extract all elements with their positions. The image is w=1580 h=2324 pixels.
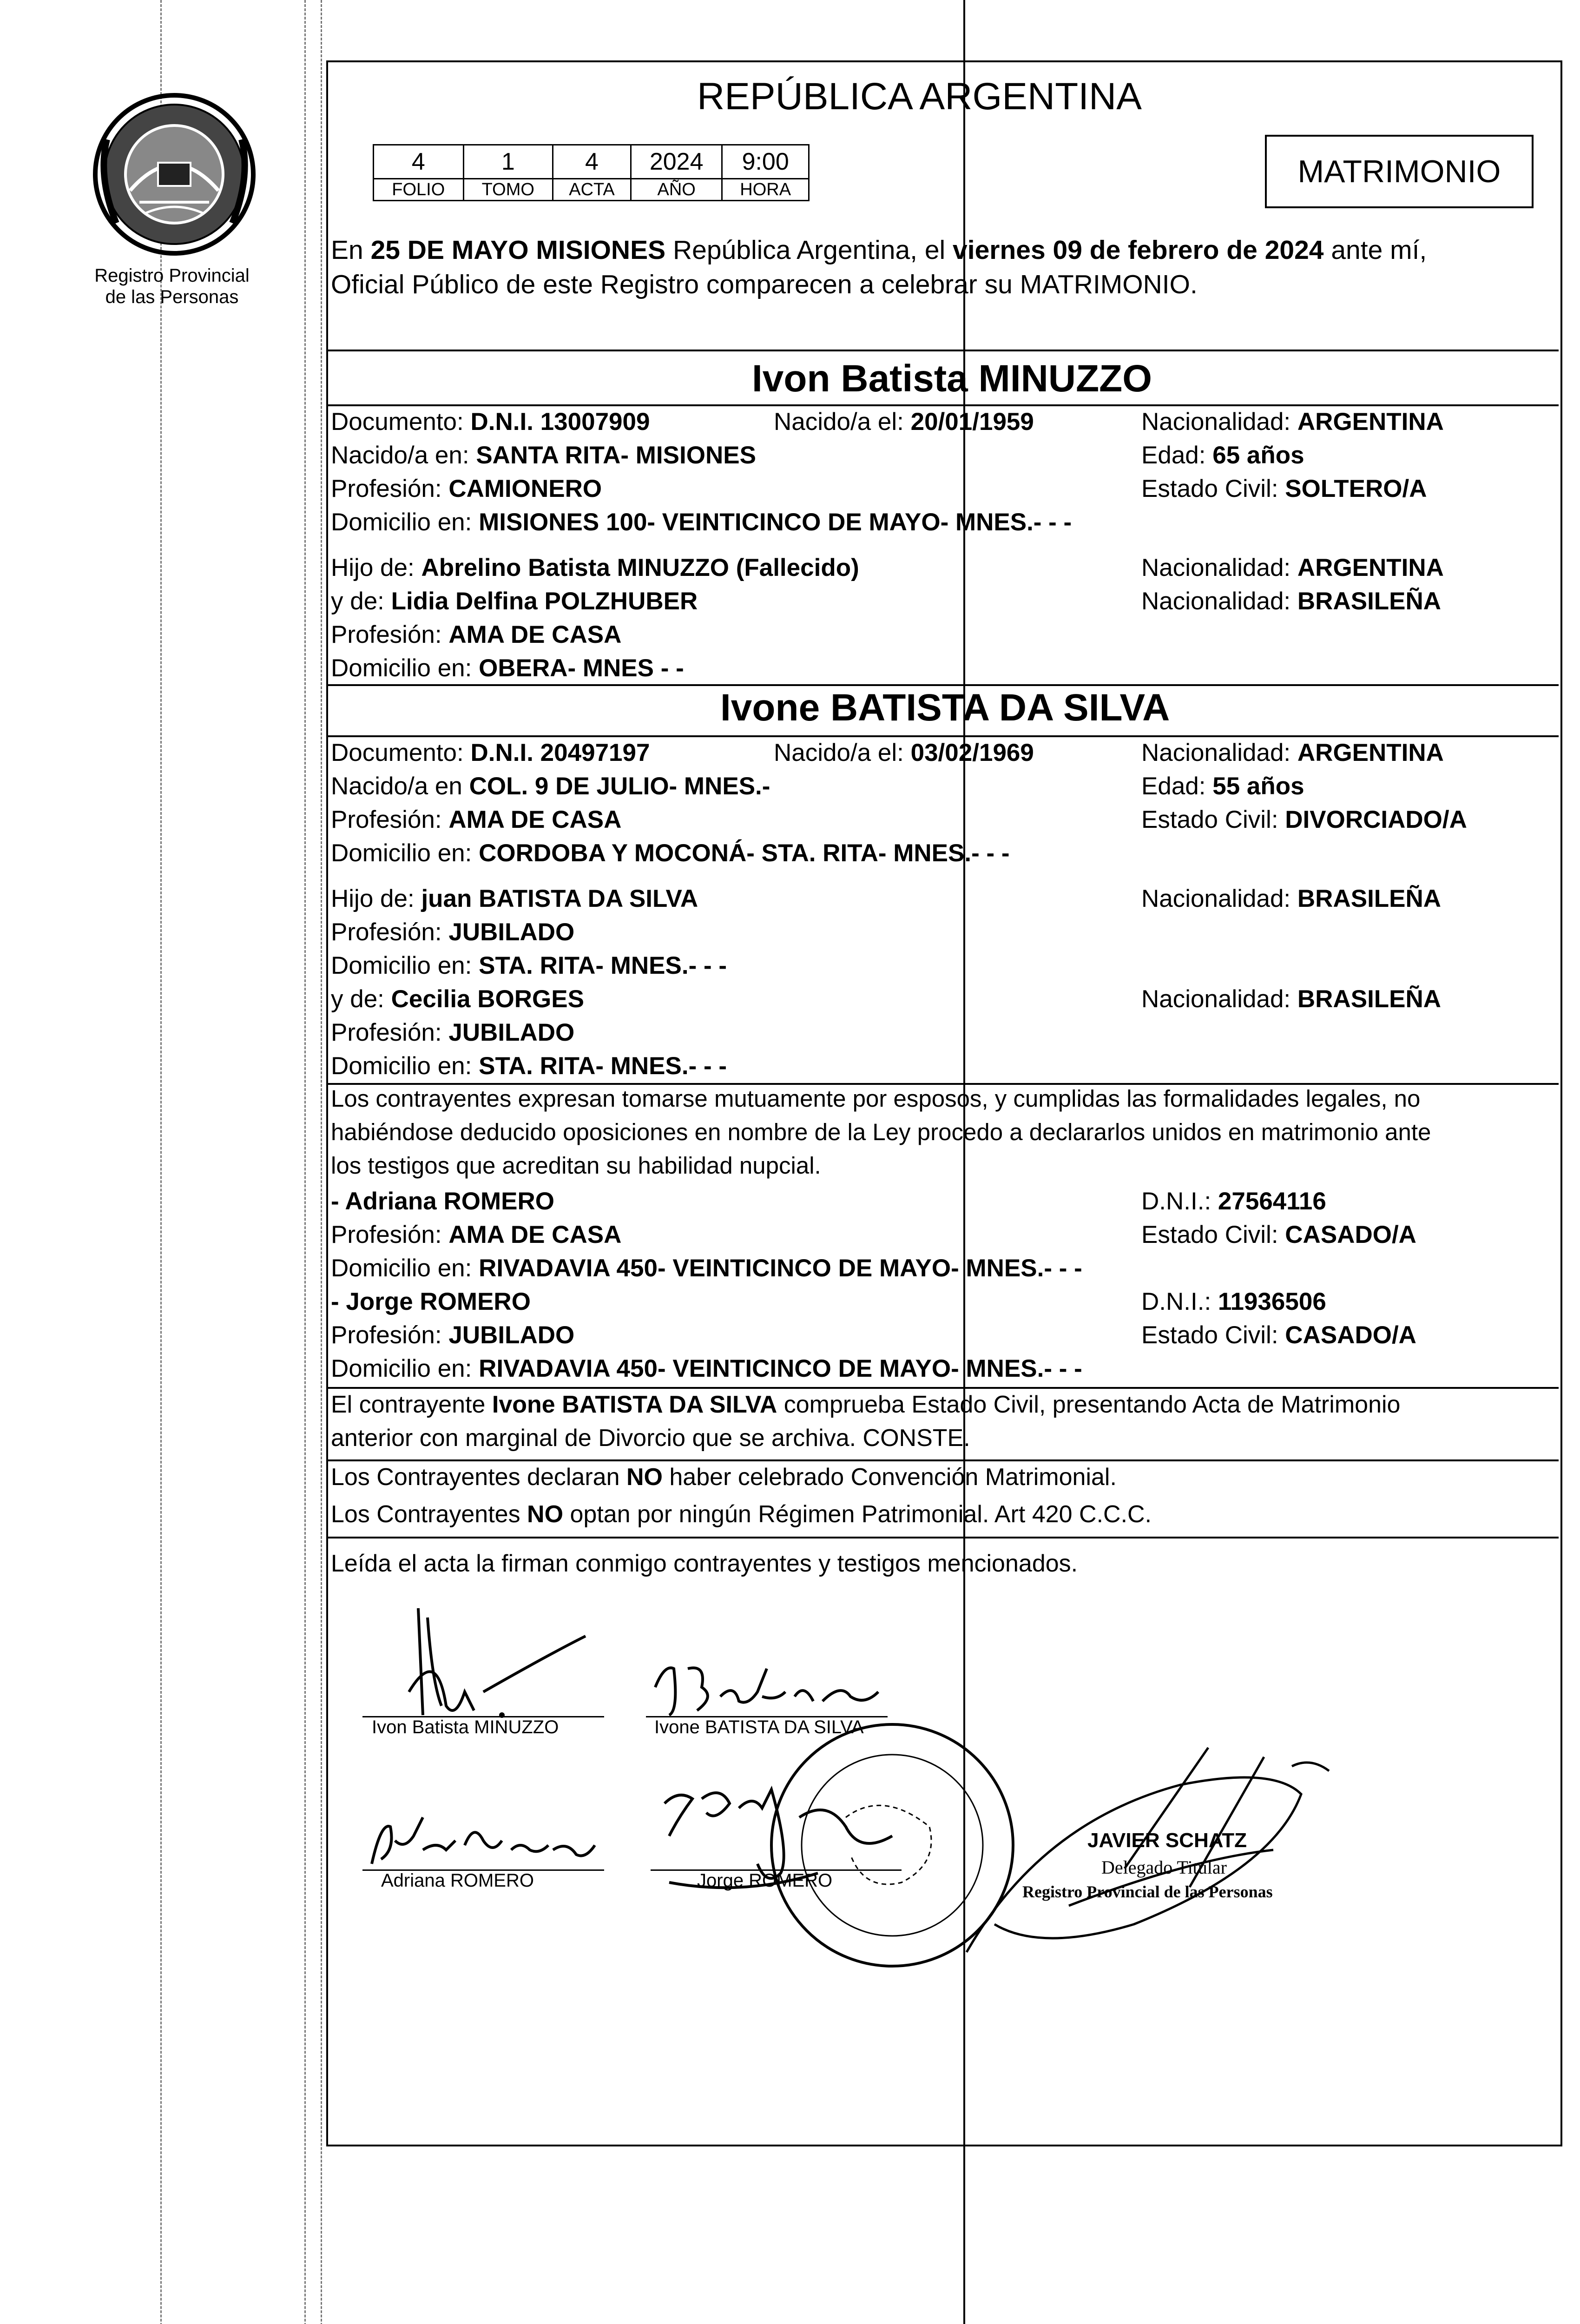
person1-father-nat [1141, 554, 1444, 582]
person2-father [331, 885, 698, 913]
value: RIVADAVIA 450- VEINTICINCO DE MAYO- MNES.- - - [479, 1355, 1082, 1382]
scan-margin-line [304, 0, 306, 2324]
declaration-line3: los testigos que acreditan su habilidad nupcial. [331, 1152, 821, 1179]
label: Profesión: [331, 621, 449, 648]
label: Nacido/a en [331, 772, 469, 800]
act-type: MATRIMONIO [1297, 154, 1501, 189]
person2-mother-prof [331, 1019, 574, 1047]
witness2-dom [331, 1355, 1082, 1383]
label: Domicilio en: [331, 839, 479, 867]
person2-civil [1141, 806, 1467, 834]
value: STA. RITA- MNES.- - - [479, 952, 727, 979]
value: STA. RITA- MNES.- - - [479, 1052, 727, 1080]
value: D.N.I. 20497197 [470, 739, 650, 766]
value: NO [626, 1464, 663, 1491]
logo-caption-line2: de las Personas [105, 287, 239, 307]
declaration-line1: Los contrayentes expresan tomarse mutuamente por esposos, y cumplidas las formalidades legales, no [331, 1085, 1421, 1112]
intro-text: República Argentina, el [665, 235, 953, 265]
value: ARGENTINA [1297, 408, 1444, 436]
value: D.N.I. 13007909 [470, 408, 650, 436]
value: CASADO/A [1285, 1221, 1416, 1248]
signature-label-s2: Ivone BATISTA DA SILVA [654, 1717, 864, 1737]
value: AMA DE CASA [448, 1221, 622, 1248]
value: - Adriana ROMERO [331, 1188, 554, 1215]
value: 03/02/1969 [910, 739, 1034, 766]
intro-text: ante mí, [1323, 235, 1427, 265]
value: RIVADAVIA 450- VEINTICINCO DE MAYO- MNES.- - - [479, 1254, 1082, 1282]
folio-label: FOLIO [374, 179, 464, 201]
value: OBERA- MNES - - [479, 654, 684, 682]
person1-doc [331, 408, 650, 436]
value: SANTA RITA- MISIONES [476, 442, 756, 469]
value: MISIONES 100- VEINTICINCO DE MAYO- MNES.- - - [479, 508, 1072, 536]
label: Nacionalidad: [1141, 739, 1297, 766]
act-type-box [1265, 135, 1534, 208]
label: D.N.I.: [1141, 1288, 1218, 1315]
label: Domicilio en: [331, 952, 479, 979]
convention-line [331, 1463, 1117, 1491]
hora-value: 9:00 [722, 145, 809, 179]
value: ARGENTINA [1297, 554, 1444, 581]
label: Profesión: [331, 1321, 449, 1349]
witness1-name [331, 1188, 554, 1215]
label: y de: [331, 588, 391, 615]
label: D.N.I.: [1141, 1188, 1218, 1215]
person2-age [1141, 772, 1304, 800]
witness1-dni [1141, 1188, 1326, 1215]
label: Documento: [331, 739, 471, 766]
note-line2: anterior con marginal de Divorcio que se archiva. CONSTE. [331, 1425, 970, 1452]
section-divider [328, 350, 1559, 351]
witness2-prof [331, 1321, 574, 1349]
person2-mother-dom [331, 1052, 727, 1080]
value: CORDOBA Y MOCONÁ- STA. RITA- MNES.- - - [479, 839, 1010, 867]
label: Nacido/a el: [774, 408, 911, 436]
text: Los Contrayentes declaran [331, 1464, 626, 1491]
value: Cecilia BORGES [391, 985, 584, 1013]
label: y de: [331, 985, 391, 1013]
label: Nacido/a el: [774, 739, 911, 766]
tomo-value: 1 [463, 145, 553, 179]
person2-nat [1141, 739, 1444, 767]
section-divider [328, 735, 1559, 737]
label: Profesión: [331, 1019, 449, 1046]
value: 11936506 [1218, 1288, 1326, 1315]
label: Nacionalidad: [1141, 588, 1297, 615]
label: Domicilio en: [331, 1355, 479, 1382]
person1-mother-prof [331, 621, 621, 649]
person1-age [1141, 442, 1304, 469]
person2-prof [331, 806, 621, 834]
label: Domicilio en: [331, 508, 479, 536]
signature-label-s4: Jorge ROMERO [697, 1870, 833, 1891]
signature-label-s1: Ivon Batista MINUZZO [372, 1717, 559, 1737]
logo-caption [74, 265, 270, 308]
closing-text: Leída el acta la firman conmigo contrayentes y testigos mencionados. [331, 1550, 1078, 1577]
section-divider [328, 404, 1559, 406]
intro-text: En [331, 235, 371, 265]
value: - Jorge ROMERO [331, 1288, 531, 1315]
witness2-dni [1141, 1288, 1326, 1316]
value: ARGENTINA [1297, 739, 1444, 766]
value: 55 años [1212, 772, 1304, 800]
label: Profesión: [331, 1221, 449, 1248]
value: 27564116 [1218, 1188, 1326, 1215]
person1-mother-nat [1141, 588, 1441, 615]
value: CASADO/A [1285, 1321, 1416, 1349]
person2-dom [331, 839, 1010, 867]
person1-prof [331, 475, 602, 503]
person2-mother [331, 985, 584, 1013]
witness1-dom [331, 1254, 1082, 1282]
intro-date: viernes 09 de febrero de 2024 [953, 235, 1324, 265]
person2-mother-nat [1141, 985, 1441, 1013]
signature-label-s3: Adriana ROMERO [381, 1870, 534, 1891]
person1-dom [331, 508, 1072, 536]
value: 20/01/1959 [910, 408, 1034, 436]
person1-civil [1141, 475, 1427, 503]
official-office: Registro Provincial de las Personas [1022, 1882, 1273, 1901]
note-line1 [331, 1391, 1400, 1419]
anio-value: 2024 [631, 145, 722, 179]
person1-born-in [331, 442, 756, 469]
person1-father [331, 554, 859, 582]
person1-name: Ivon Batista MINUZZO [752, 357, 1152, 400]
text: haber celebrado Convención Matrimonial. [662, 1464, 1117, 1491]
logo-caption-line1: Registro Provincial [94, 265, 250, 286]
witness1-civil [1141, 1221, 1416, 1249]
text: Los Contrayentes [331, 1501, 527, 1528]
value: BRASILEÑA [1297, 885, 1442, 912]
label: Domicilio en: [331, 654, 479, 682]
value: JUBILADO [448, 918, 575, 946]
witness1-prof [331, 1221, 621, 1249]
label: Edad: [1141, 772, 1213, 800]
label: Hijo de: [331, 885, 421, 912]
label: Profesión: [331, 806, 449, 833]
value: BRASILEÑA [1297, 588, 1442, 615]
scan-margin-line [160, 0, 162, 2324]
label: Estado Civil: [1141, 1221, 1285, 1248]
label: Hijo de: [331, 554, 421, 581]
label: Nacionalidad: [1141, 885, 1297, 912]
province-logo [88, 84, 260, 265]
declaration-line2: habiéndose deducido oposiciones en nombre de la Ley procedo a declararlos unidos en matrimonio ante [331, 1119, 1431, 1145]
official-title: Delegado Titular [1101, 1857, 1227, 1878]
acta-label: ACTA [553, 179, 631, 201]
value: NO [527, 1501, 564, 1528]
acta-value: 4 [553, 145, 631, 179]
person2-name: Ivone BATISTA DA SILVA [720, 687, 1170, 729]
person2-father-prof [331, 918, 574, 946]
person1-mother-dom [331, 654, 684, 682]
tomo-label: TOMO [463, 179, 553, 201]
province-seal-icon [88, 84, 260, 265]
value: Abrelino Batista MINUZZO (Fallecido) [421, 554, 859, 581]
intro-line1 [331, 236, 1427, 264]
value: 65 años [1212, 442, 1304, 469]
regimen-line [331, 1500, 1152, 1528]
value: Lidia Delfina POLZHUBER [391, 588, 698, 615]
person2-father-dom [331, 952, 727, 980]
section-divider [328, 1459, 1559, 1461]
value: SOLTERO/A [1285, 475, 1427, 502]
witness2-name [331, 1288, 531, 1316]
value: JUBILADO [448, 1019, 575, 1046]
note-name: Ivone BATISTA DA SILVA [492, 1391, 777, 1418]
section-divider [328, 1387, 1559, 1389]
person1-nat [1141, 408, 1444, 436]
label: Estado Civil: [1141, 475, 1285, 502]
intro-place: 25 DE MAYO MISIONES [370, 235, 666, 265]
intro-line2: Oficial Público de este Registro comparecen a celebrar su MATRIMONIO. [331, 270, 1198, 299]
person2-born-in [331, 772, 770, 800]
value: AMA DE CASA [448, 806, 622, 833]
label: Edad: [1141, 442, 1213, 469]
note-text: comprueba Estado Civil, presentando Acta de Matrimonio [777, 1391, 1401, 1418]
label: Estado Civil: [1141, 1321, 1285, 1349]
registry-table [373, 144, 810, 201]
hora-label: HORA [722, 179, 809, 201]
anio-label: AÑO [631, 179, 722, 201]
value: JUBILADO [448, 1321, 575, 1349]
person1-mother [331, 588, 698, 615]
person2-doc [331, 739, 650, 767]
value: juan BATISTA DA SILVA [421, 885, 698, 912]
label: Nacionalidad: [1141, 408, 1297, 436]
value: BRASILEÑA [1297, 985, 1442, 1013]
text: optan por ningún Régimen Patrimonial. Art 420 C.C.C. [563, 1501, 1152, 1528]
person1-born [774, 408, 1034, 436]
label: Profesión: [331, 475, 449, 502]
label: Profesión: [331, 918, 449, 946]
label: Estado Civil: [1141, 806, 1285, 833]
label: Documento: [331, 408, 471, 436]
note-text: El contrayente [331, 1391, 492, 1418]
signature-s2 [646, 1655, 888, 1720]
label: Nacionalidad: [1141, 554, 1297, 581]
value: AMA DE CASA [448, 621, 622, 648]
witness2-civil [1141, 1321, 1416, 1349]
label: Domicilio en: [331, 1052, 479, 1080]
label: Nacido/a en: [331, 442, 476, 469]
section-divider [328, 1537, 1559, 1538]
folio-value: 4 [374, 145, 464, 179]
official-name: JAVIER SCHATZ [1087, 1829, 1247, 1852]
label: Nacionalidad: [1141, 985, 1297, 1013]
page-title: REPÚBLICA ARGENTINA [697, 75, 1142, 118]
signature-s3 [362, 1813, 604, 1873]
scan-margin-line [321, 0, 322, 2324]
person2-father-nat [1141, 885, 1441, 913]
value: COL. 9 DE JULIO- MNES.- [469, 772, 770, 800]
value: DIVORCIADO/A [1285, 806, 1467, 833]
person2-born [774, 739, 1034, 767]
value: CAMIONERO [448, 475, 602, 502]
label: Domicilio en: [331, 1254, 479, 1282]
